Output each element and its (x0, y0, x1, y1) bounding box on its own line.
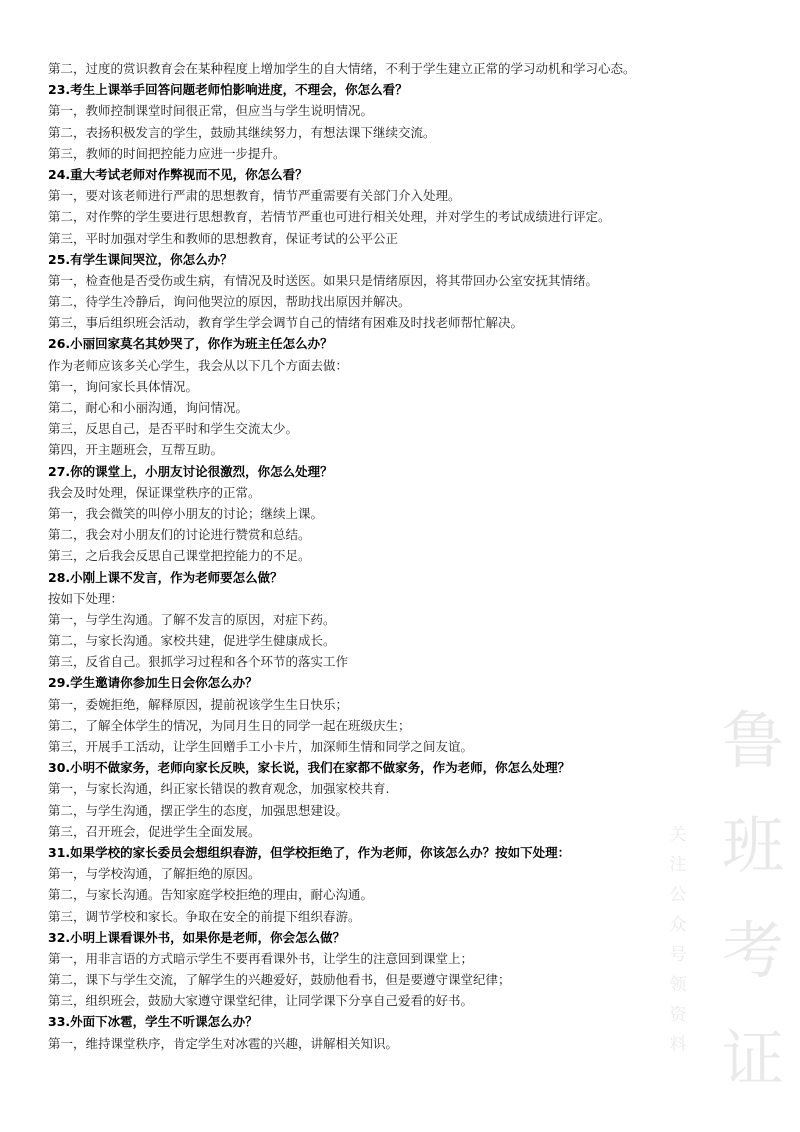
answer-line: 第一，与学生沟通。了解不发言的原因，对症下药。 (48, 611, 336, 627)
answer-line: 第二，表扬积极发言的学生，鼓励其继续努力，有想法课下继续交流。 (48, 124, 436, 140)
answer-line: 第一，教师控制课堂时间很正常，但应当与学生说明情况。 (48, 103, 374, 119)
question-heading: 24.重大考试老师对作弊视而不见，你怎么看？ (48, 166, 308, 182)
question-heading: 26.小丽回家莫名其妙哭了，你作为班主任怎么办？ (48, 336, 333, 352)
answer-line: 第一，询问家长具体情况。 (48, 378, 199, 394)
answer-line: 第二，与家长沟通。家校共建，促进学生健康成长。 (48, 633, 336, 649)
question-heading: 30.小明不做家务，老师向家长反映，家长说，我们在家都不做家务，作为老师，你怎么处理？ (48, 760, 571, 776)
question-heading: 32.小明上课看课外书，如果你是老师，你会怎么做？ (48, 929, 346, 945)
answer-line: 第二，过度的赏识教育会在某种程度上增加学生的自大情绪，不利于学生建立正常的学习动机和学习心态。 (48, 61, 636, 76)
answer-line: 第三，组织班会，鼓励大家遵守课堂纪律，让同学课下分享自己爱看的好书。 (48, 993, 474, 1009)
answer-line: 第三，召开班会，促进学生全面发展。 (48, 823, 261, 839)
question-heading: 25.有学生课间哭泣，你怎么办？ (48, 251, 233, 267)
question-heading: 23.考生上课举手回答问题老师怕影响进度，不理会，你怎么看？ (48, 82, 408, 98)
answer-line: 作为老师应该多关心学生，我会从以下几个方面去做： (48, 357, 349, 373)
answer-line: 第二，与学生沟通，摆正学生的态度，加强思想建设。 (48, 802, 349, 818)
answer-line: 第一，与学校沟通，了解拒绝的原因。 (48, 866, 261, 882)
answer-line: 第四，开主题班会，互帮互助。 (48, 442, 224, 458)
answer-line: 第一，与家长沟通，纠正家长错误的教育观念，加强家校共育. (48, 781, 390, 797)
question-heading: 27.你的课堂上，小朋友讨论很激烈，你怎么处理？ (48, 463, 333, 479)
watermark-caption: 关注公众号领资料 (669, 825, 687, 1055)
answer-line: 第二，我会对小朋友们的讨论进行赞赏和总结。 (48, 527, 311, 543)
answer-line: 第一，维持课堂秩序，肯定学生对冰雹的兴趣，讲解相关知识。 (48, 1035, 399, 1051)
answer-line: 第三，平时加强对学生和教师的思想教育，保证考试的公平公正 (48, 230, 399, 246)
answer-line: 第三，开展手工活动，让学生回赠手工小卡片，加深师生情和同学之间友谊。 (48, 739, 474, 754)
question-heading: 31.如果学校的家长委员会想组织春游，但学校拒绝了，作为老师，你该怎么办？按如下处理： (48, 844, 571, 860)
answer-line: 第三，事后组织班会活动，教育学生学会调节自己的情绪有困难及时找老师帮忙解决。 (48, 315, 524, 331)
answer-line: 第二，与家长沟通。告知家庭学校拒绝的理由，耐心沟通。 (48, 887, 374, 903)
answer-line: 第一，要对该老师进行严肃的思想教育，情节严重需要有关部门介入处理。 (48, 188, 461, 204)
answer-line: 第二，耐心和小丽沟通，询问情况。 (48, 400, 249, 415)
answer-line: 我会及时处理，保证课堂秩序的正常。 (48, 484, 261, 500)
watermark-char: 考 (721, 914, 784, 987)
answer-line: 第二，对作弊的学生要进行思想教育，若情节严重也可进行相关处理，并对学生的考试成绩进行评定。 (48, 209, 611, 225)
answer-line: 第二，课下与学生交流，了解学生的兴趣爱好，鼓励他看书，但是要遵守课堂纪律； (48, 972, 511, 988)
watermark-char: 班 (721, 809, 784, 882)
watermark (660, 704, 790, 1130)
answer-line: 第一，检查他是否受伤或生病，有情况及时送医。如果只是情绪原因，将其带回办公室安抚其情绪。 (48, 272, 599, 288)
question-heading: 29.学生邀请你参加生日会你怎么办？ (48, 675, 258, 691)
answer-line: 第三，调节学校和家长。争取在安全的前提下组织春游。 (48, 908, 361, 924)
answer-line: 第三，之后我会反思自己课堂把控能力的不足。 (48, 548, 311, 564)
watermark-char: 证 (721, 1022, 784, 1095)
question-heading: 28.小刚上课不发言，作为老师要怎么做？ (48, 569, 283, 585)
answer-line: 第二，待学生冷静后，询问他哭泣的原因，帮助找出原因并解决。 (48, 294, 411, 310)
answer-line: 第一，委婉拒绝，解释原因，提前祝该学生生日快乐； (48, 696, 349, 712)
answer-line: 按如下处理： (48, 590, 124, 606)
question-heading: 33.外面下冰雹，学生不听课怎么办？ (48, 1014, 258, 1030)
answer-line: 第三，反思自己，是否平时和学生交流太少。 (48, 421, 299, 437)
answer-line: 第二，了解全体学生的情况，为同月生日的同学一起在班级庆生； (48, 717, 411, 733)
answer-line: 第三，反省自己。狠抓学习过程和各个环节的落实工作 (48, 654, 349, 670)
watermark-char: 鲁 (721, 704, 784, 777)
answer-line: 第一，用非言语的方式暗示学生不要再看课外书，让学生的注意回到课堂上； (48, 950, 474, 966)
answer-line: 第一，我会微笑的叫停小朋友的讨论；继续上课。 (48, 505, 324, 521)
answer-line: 第三，教师的时间把控能力应进一步提升。 (48, 145, 286, 161)
